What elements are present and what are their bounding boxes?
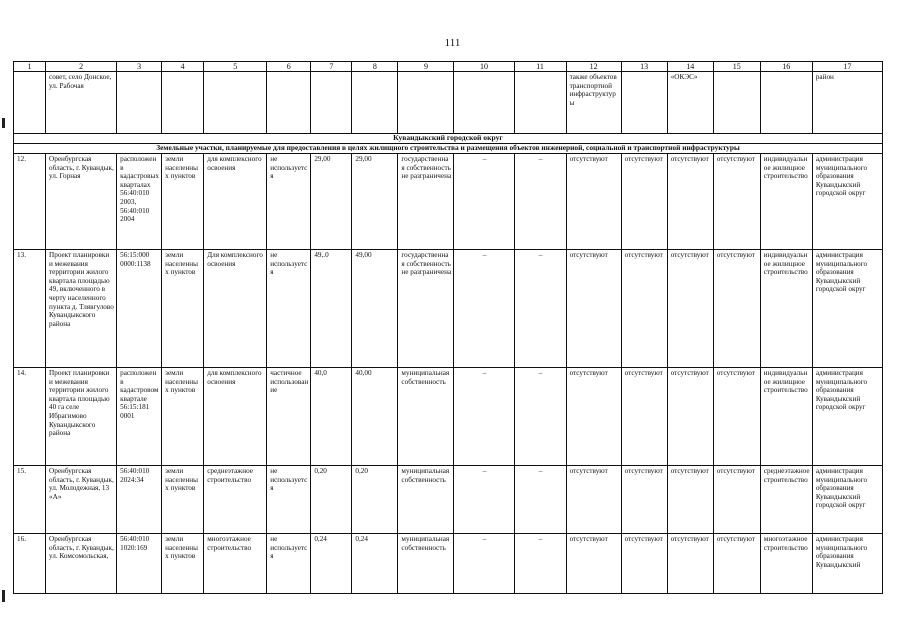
column-number: 7 xyxy=(311,62,352,72)
table-cell xyxy=(621,72,667,134)
table-cell: – xyxy=(514,154,566,250)
table-row xyxy=(14,154,883,250)
table-cell: также объектов транспортной инфраструктуры xyxy=(566,72,621,134)
column-number: 2 xyxy=(46,62,117,72)
table-cell: муниципальная собственность xyxy=(398,534,454,594)
table-row xyxy=(14,250,883,368)
table-cell: отсутствуют xyxy=(667,368,713,466)
region-row xyxy=(14,134,883,144)
table-cell: – xyxy=(514,368,566,466)
table-cell: отсутствуют xyxy=(621,368,667,466)
table-cell: «ОКЭС» xyxy=(667,72,713,134)
column-number: 16 xyxy=(760,62,812,72)
column-number: 1 xyxy=(14,62,46,72)
table-cell: Оренбургская область, г. Кувандык, ул. Горная xyxy=(46,154,117,250)
table-cell: 29,00 xyxy=(311,154,352,250)
column-number: 13 xyxy=(621,62,667,72)
table-cell: Оренбургская область, г. Кувандык, ул. Комсомольская, xyxy=(46,534,117,594)
table-cell: земли населенных пунктов xyxy=(162,466,204,534)
table-cell: 14. xyxy=(14,368,46,466)
land-plots-table xyxy=(13,61,883,594)
table-cell: муниципальная собственность xyxy=(398,368,454,466)
scan-edge-mark xyxy=(2,118,5,128)
table-cell: 40,0 xyxy=(311,368,352,466)
table-cell: Для комплексного освоения xyxy=(204,250,267,368)
column-number: 5 xyxy=(204,62,267,72)
table-cell: отсутствуют xyxy=(713,368,760,466)
table-cell: 16. xyxy=(14,534,46,594)
table-cell: отсутствуют xyxy=(566,154,621,250)
table-cell: индивидуальное жилищное строительство xyxy=(760,368,812,466)
table-cell: отсутствуют xyxy=(713,534,760,594)
table-row xyxy=(14,534,883,594)
column-number: 11 xyxy=(514,62,566,72)
table-cell: 56:40:010 2024:34 xyxy=(117,466,162,534)
table-cell xyxy=(117,72,162,134)
table-cell: район xyxy=(812,72,882,134)
table-cell: 12. xyxy=(14,154,46,250)
region-title: Кувандыкский городской округ xyxy=(14,134,883,144)
column-number: 4 xyxy=(162,62,204,72)
table-cell: земли населенных пунктов xyxy=(162,250,204,368)
column-number: 14 xyxy=(667,62,713,72)
table-cell: Оренбургская область, г. Кувандык, ул. Молодежная, 13 «А» xyxy=(46,466,117,534)
table-cell: земли населенных пунктов xyxy=(162,534,204,594)
table-cell: совет, село Донское, ул. Рабочая xyxy=(46,72,117,134)
column-number: 3 xyxy=(117,62,162,72)
table-cell xyxy=(267,72,311,134)
table-cell: отсутствуют xyxy=(621,154,667,250)
table-cell: 49,00 xyxy=(352,250,398,368)
table-cell: 29,00 xyxy=(352,154,398,250)
table-cell xyxy=(162,72,204,134)
table-cell: – xyxy=(514,250,566,368)
table-cell: не используется xyxy=(267,250,311,368)
table-cell: 0,20 xyxy=(352,466,398,534)
table-cell: отсутствуют xyxy=(667,466,713,534)
table-cell: отсутствуют xyxy=(566,534,621,594)
table-cell: отсутствуют xyxy=(566,250,621,368)
scan-edge-mark xyxy=(2,590,5,602)
table-cell xyxy=(713,72,760,134)
table-row xyxy=(14,368,883,466)
table-cell xyxy=(352,72,398,134)
group-row xyxy=(14,144,883,154)
table-cell: индивидуальное жилищное строительство xyxy=(760,250,812,368)
table-cell: 15. xyxy=(14,466,46,534)
table-cell: отсутствуют xyxy=(566,368,621,466)
column-number: 8 xyxy=(352,62,398,72)
table-cell: земли населенных пунктов xyxy=(162,154,204,250)
table-cell: администрация муниципального образования Кувандыкский xyxy=(812,534,882,594)
table-cell: отсутствуют xyxy=(621,466,667,534)
group-title: Земельные участки, планируемые для предоставления в целях жилищного строительства и размещения объектов инженерной, социальной и транспортной инфраструктуры xyxy=(14,144,883,154)
table-cell: расположен в кадастровых кварталах 56:40:010 2003, 56:40:010 2004 xyxy=(117,154,162,250)
column-number: 15 xyxy=(713,62,760,72)
table-cell: – xyxy=(454,250,514,368)
table-cell: администрация муниципального образования Кувандыкский городской округ xyxy=(812,466,882,534)
table-cell xyxy=(398,72,454,134)
column-number: 17 xyxy=(812,62,882,72)
table-cell: многоэтажное строительство xyxy=(204,534,267,594)
table-cell: частичное использование xyxy=(267,368,311,466)
table-cell: государственная собственность не разграничена xyxy=(398,250,454,368)
column-number-row xyxy=(14,62,883,72)
table-cell: администрация муниципального образования Кувандыкский городской округ xyxy=(812,154,882,250)
table-cell: – xyxy=(454,466,514,534)
table-cell: 0,20 xyxy=(311,466,352,534)
table-cell: не используется xyxy=(267,534,311,594)
table-cell: отсутствуют xyxy=(713,154,760,250)
table-cell: отсутствуют xyxy=(566,466,621,534)
table-cell: для комплексного освоения xyxy=(204,368,267,466)
table-cell: администрация муниципального образования Кувандыкский городской округ xyxy=(812,368,882,466)
table-cell xyxy=(514,72,566,134)
table-cell: отсутствуют xyxy=(667,154,713,250)
table-cell: среднеэтажное строительство xyxy=(204,466,267,534)
table-cell xyxy=(760,72,812,134)
table-cell xyxy=(204,72,267,134)
table-cell: – xyxy=(514,466,566,534)
table-cell: многоэтажное строительство xyxy=(760,534,812,594)
table-cell: – xyxy=(454,534,514,594)
table-cell: 0,24 xyxy=(311,534,352,594)
table-cell: отсутствуют xyxy=(667,250,713,368)
table-cell: отсутствуют xyxy=(667,534,713,594)
table-cell: отсутствуют xyxy=(713,250,760,368)
table-cell: для комплексного освоения xyxy=(204,154,267,250)
table-cell: не используется xyxy=(267,466,311,534)
table-cell: – xyxy=(454,154,514,250)
table-cell: Проект планировки и межевания территории жилого квартала площадью 49, включенного в черту населенного пункта д. Тлявгулово Кувандыкского района xyxy=(46,250,117,368)
table-cell: среднеэтажное строительство xyxy=(760,466,812,534)
table-cell: 0,24 xyxy=(352,534,398,594)
page-number: 111 xyxy=(444,37,461,49)
table-cell: 40,00 xyxy=(352,368,398,466)
column-number: 12 xyxy=(566,62,621,72)
table-cell: индивидуальное жилищное строительство xyxy=(760,154,812,250)
table-cell: администрация муниципального образования Кувандыкский городской округ xyxy=(812,250,882,368)
table-cell: – xyxy=(514,534,566,594)
table-cell xyxy=(454,72,514,134)
table-cell xyxy=(311,72,352,134)
table-cell: отсутствуют xyxy=(621,250,667,368)
table-cell: земли населенных пунктов xyxy=(162,368,204,466)
continuation-row xyxy=(14,72,883,134)
table-cell: 13. xyxy=(14,250,46,368)
table-cell: – xyxy=(454,368,514,466)
table-cell xyxy=(14,72,46,134)
column-number: 6 xyxy=(267,62,311,72)
table-cell: отсутствуют xyxy=(621,534,667,594)
table-cell: муниципальная собственность xyxy=(398,466,454,534)
table-cell: расположен в кадастровом квартале 56:15:181 0001 xyxy=(117,368,162,466)
table-row xyxy=(14,466,883,534)
column-number: 9 xyxy=(398,62,454,72)
table-cell: 56:40:010 1020:169 xyxy=(117,534,162,594)
table-cell: не используется xyxy=(267,154,311,250)
table-cell: 56:15:000 0000:1138 xyxy=(117,250,162,368)
table-cell: Проект планировки и межевания территории жилого квартала площадью 40 га селе Ибрагимово Кувандыкского района xyxy=(46,368,117,466)
table-cell: 49,.0 xyxy=(311,250,352,368)
table-cell: отсутствуют xyxy=(713,466,760,534)
column-number: 10 xyxy=(454,62,514,72)
table-cell: государственная собственность не разграничена xyxy=(398,154,454,250)
